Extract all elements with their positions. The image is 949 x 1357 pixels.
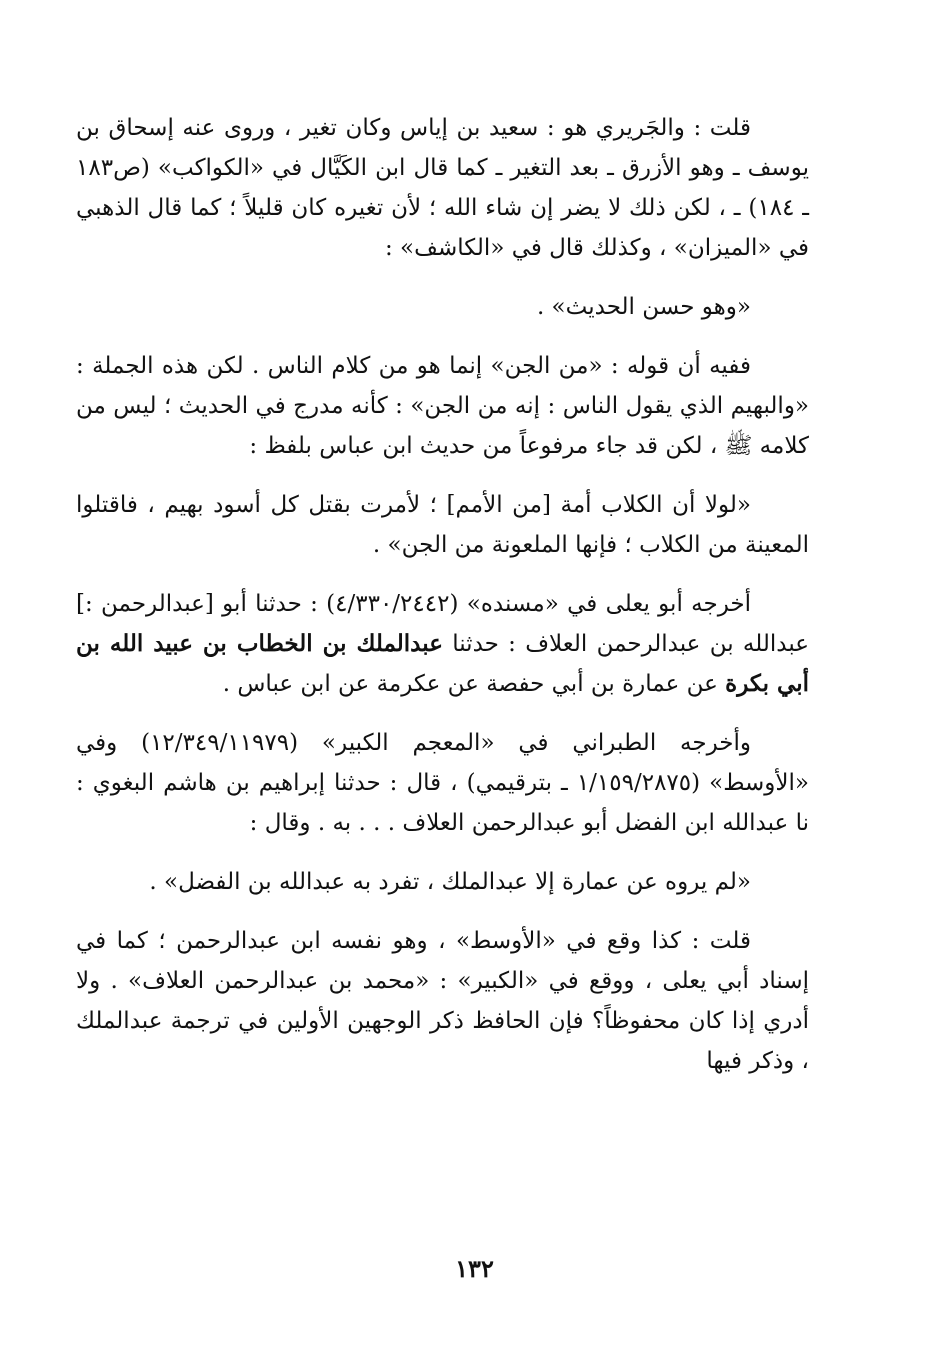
- paragraph-abu-yala-takhrij: [76, 584, 809, 704]
- paragraph-min-al-jinn: ففيه أن قوله : «من الجن» إنما هو من كلام الناس . لكن هذه الجملة : «والبهيم الذي يقول الناس : إنه من الجن» : كأنه مدرج في الحديث ؛ ليس من كلامه ﷺ ، لكن قد جاء مرفوعاً من حديث ابن عباس بلفظ :: [76, 353, 809, 459]
- takhrij-narrator-bold: عبدالملك بن الخطاب بن عبيد الله بن أبي بكرة: [76, 630, 809, 697]
- page-body: [0, 108, 949, 1100]
- takhrij-text-before: أخرجه أبو يعلى في «مسنده» (٤/٣٣٠/٢٤٤٢) : حدثنا أبو [عبدالرحمن :] عبدالله بن عبدالرحمن العلاف : حدثنا: [76, 591, 809, 657]
- paragraph-hadith-text: «لولا أن الكلاب أمة [من الأمم] ؛ لأمرت بقتل كل أسود بهيم ، فاقتلوا المعينة من الكلاب ؛ فإنها الملعونة من الجن» .: [76, 492, 809, 558]
- paragraph-tabarani-takhrij: وأخرجه الطبراني في «المعجم الكبير» (١٢/٣٤٩/١١٩٧٩) وفي «الأوسط» (١/١٥٩/٢٨٧٥ ـ بترقيمي) ، قال : حدثنا إبراهيم بن هاشم البغوي : نا عبدالله ابن الفضل أبو عبدالرحمن العلاف . . . به . وقال :: [76, 730, 809, 836]
- page-number: ١٣٢: [455, 1254, 494, 1283]
- paragraph-jurayri-note: قلت : والجَريري هو : سعيد بن إياس وكان تغير ، وروى عنه إسحاق بن يوسف ـ وهو الأزرق ـ بعد التغير ـ كما قال ابن الكَيَّال في «الكواكب» (ص١٨٣ ـ ١٨٤) ـ ، لكن ذلك لا يضر إن شاء الله ؛ لأن تغيره كان قليلاً ؛ كما قال الذهبي في «الميزان» ، وكذلك قال في «الكاشف» :: [76, 115, 809, 261]
- paragraph-closing-note: قلت : كذا وقع في «الأوسط» ، وهو نفسه ابن عبدالرحمن ؛ كما في إسناد أبي يعلى ، ووقع في «الكبير» : «محمد بن عبدالرحمن العلاف» . ولا أدري إذا كان محفوظاً؟ فإن الحافظ ذكر الوجهين الأولين في ترجمة عبدالملك ، وذكر فيها: [76, 928, 809, 1074]
- paragraph-hasan-quote: «وهو حسن الحديث» .: [536, 294, 751, 320]
- takhrij-text-after: عن عمارة بن أبي حفصة عن عكرمة عن ابن عباس .: [222, 671, 726, 697]
- paragraph-tabarani-quote: «لم يروه عن عمارة إلا عبدالملك ، تفرد به عبدالله بن الفضل» .: [149, 869, 751, 895]
